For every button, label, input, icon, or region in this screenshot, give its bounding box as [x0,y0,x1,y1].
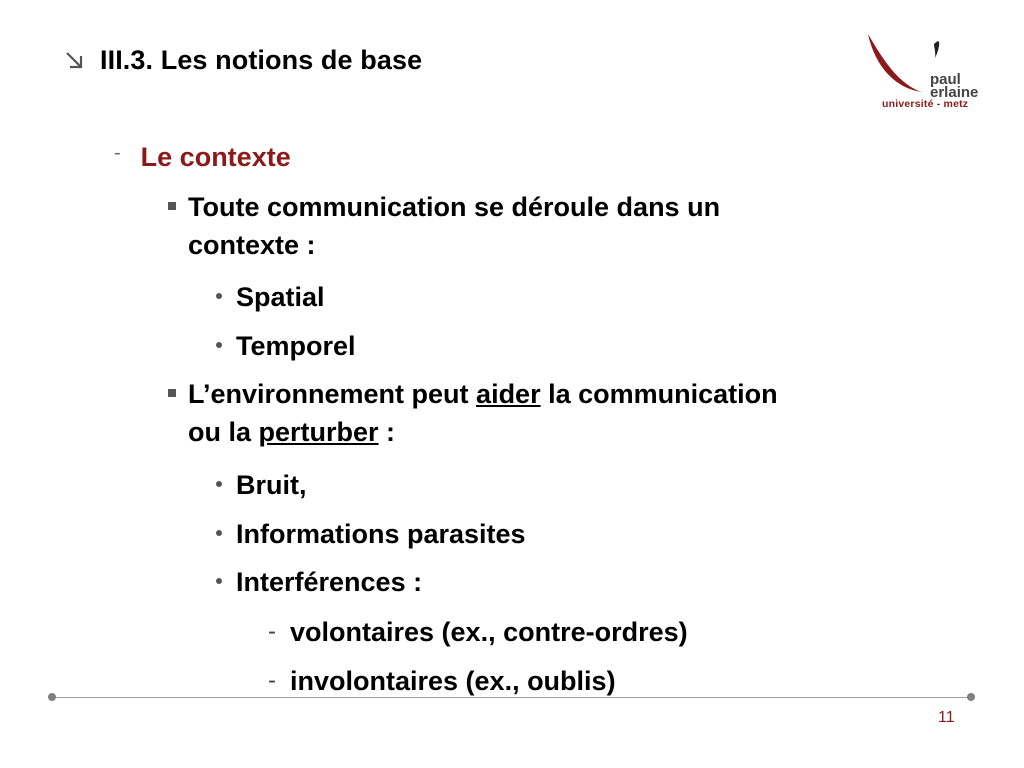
sub-bullet-text: Informations parasites [236,519,526,549]
footer-dot-left [48,693,56,701]
sub-bullet-temporel [216,327,356,365]
bullet-point-2-line2 [188,413,778,451]
square-bullet-icon [168,389,176,397]
bullet-point-2 [168,375,968,451]
text-segment: : [378,417,396,447]
sub-sub-item-text: volontaires (ex., contre-ordres) [290,617,688,647]
footer-dot-right [967,693,975,701]
sub-bullet-text: Temporel [236,331,356,361]
arrow-down-right-icon [62,48,86,72]
bullet-point-1 [168,188,928,264]
slide-title-row [62,42,422,78]
section-heading-row [114,138,291,176]
sub-bullet-spatial [216,278,325,316]
bullet-point-2-text [188,375,778,451]
round-bullet-icon [216,293,222,299]
sub-bullet-interferences [216,563,422,601]
logo-text-paul: paul [930,71,961,88]
sub-sub-item-text: involontaires (ex., oublis) [290,666,616,696]
sub-bullet-text: Bruit, [236,470,307,500]
slide-title: III.3. Les notions de base [100,44,423,75]
round-bullet-icon [216,481,222,487]
round-bullet-icon [216,342,222,348]
logo-text-erlaine: erlaine [930,84,979,101]
emphasis-perturber: perturber [258,417,379,447]
text-segment: L’environnement peut [188,379,477,409]
footer-divider [52,697,972,698]
university-logo [862,30,980,110]
bullet-point-2-line1 [188,375,778,413]
page-number: 11 [938,709,955,726]
round-bullet-icon [216,578,222,584]
section-dash-marker: - [114,142,121,164]
text-segment: la communication [540,379,778,409]
sub-bullet-text: Interférences : [236,567,423,597]
hyphen-bullet-icon: - [268,667,276,694]
bullet-point-1-line1: Toute communication se déroule dans un [188,192,721,222]
bullet-point-1-line2: contexte : [188,230,316,260]
sub-bullet-text: Spatial [236,282,325,312]
bullet-point-1-text [188,188,720,264]
logo-text-university: université - metz [882,98,969,110]
round-bullet-icon [216,530,222,536]
hyphen-bullet-icon: - [268,618,276,645]
sub-bullet-informations [216,515,526,553]
square-bullet-icon [168,202,176,210]
section-heading: Le contexte [140,142,291,172]
text-segment: ou la [188,417,259,447]
sub-sub-item-involontaires [268,662,616,700]
sub-bullet-bruit [216,466,307,504]
sub-sub-item-volontaires [268,613,688,651]
emphasis-aider: aider [476,379,541,409]
